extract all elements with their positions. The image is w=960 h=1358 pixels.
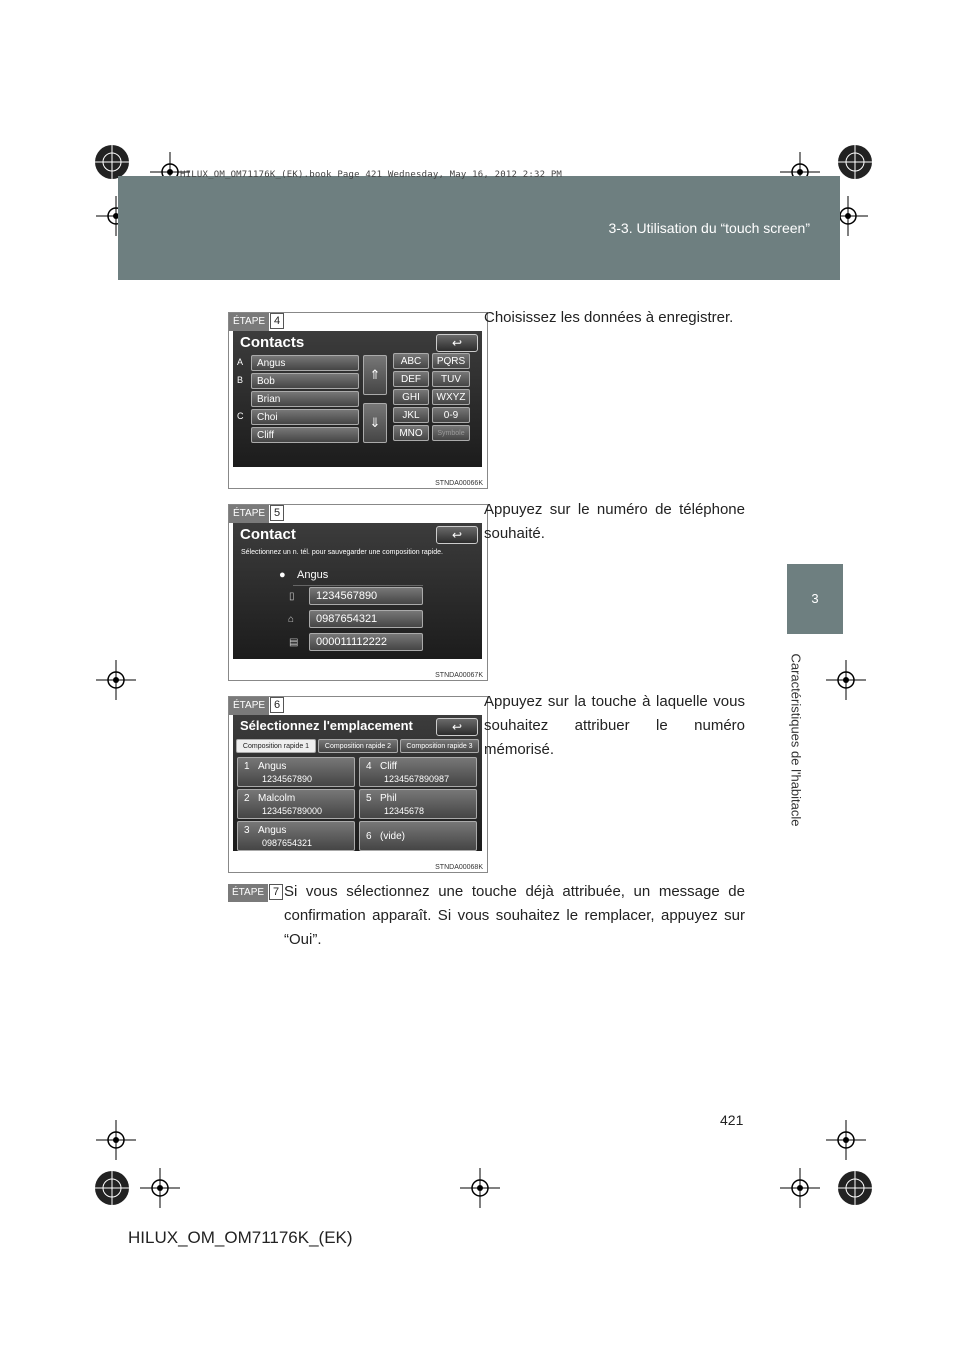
- slot-name: (vide): [380, 831, 406, 842]
- step-label: ÉTAPE: [229, 313, 269, 331]
- chapter-tab-number: 3: [787, 564, 843, 634]
- screen-subtitle: Sélectionnez un n. tél. pour sauvegarder une composition rapide.: [241, 549, 443, 556]
- key-wxyz[interactable]: WXYZ: [432, 389, 470, 405]
- slot-number: 1234567890: [262, 774, 313, 784]
- key-pqrs[interactable]: PQRS: [432, 353, 470, 369]
- key-jkl[interactable]: JKL: [393, 407, 429, 423]
- step4-instruction: Choisissez les données à enregistrer.: [484, 309, 734, 326]
- step-label: ÉTAPE: [229, 505, 269, 523]
- home-phone-icon: ⌂: [288, 614, 295, 625]
- screen-title: Sélectionnez l'emplacement: [240, 718, 413, 733]
- key-tuv[interactable]: TUV: [432, 371, 470, 387]
- crosshair-mark: [96, 1120, 136, 1160]
- slot-number: 1234567890987: [384, 774, 450, 784]
- contacts-screen: [233, 331, 482, 467]
- mobile-phone-icon: ▯: [289, 591, 295, 602]
- contact-item[interactable]: Brian: [251, 391, 359, 407]
- speed-dial-slot[interactable]: [237, 821, 355, 851]
- slot-name: Phil: [380, 793, 397, 804]
- section-title: 3-3. Utilisation du “touch screen”: [608, 220, 810, 236]
- step4-screenshot: [228, 312, 488, 489]
- slot-index: 5: [366, 793, 372, 804]
- step6-screenshot: [228, 696, 488, 873]
- step5-badge: [229, 505, 284, 523]
- tab-speed-dial-3[interactable]: Composition rapide 3: [400, 739, 479, 753]
- key-ghi[interactable]: GHI: [393, 389, 429, 405]
- step4-badge: [229, 313, 284, 331]
- registration-mark: [835, 1168, 875, 1208]
- contact-screen: [233, 523, 482, 659]
- crosshair-mark: [780, 1168, 820, 1208]
- step-number: 4: [270, 313, 284, 329]
- back-button[interactable]: ↩: [436, 718, 478, 736]
- slot-number: 123456789000: [262, 806, 323, 816]
- key-abc[interactable]: ABC: [393, 353, 429, 369]
- speed-dial-slot[interactable]: [359, 757, 477, 787]
- key-def[interactable]: DEF: [393, 371, 429, 387]
- divider: [293, 585, 423, 586]
- speed-dial-slot[interactable]: [359, 789, 477, 819]
- slot-number: 0987654321: [262, 838, 313, 848]
- index-letter: A: [237, 357, 244, 367]
- index-letter: B: [237, 375, 244, 385]
- contact-item[interactable]: Choi: [251, 409, 359, 425]
- speed-dial-slot[interactable]: [237, 757, 355, 787]
- slot-name: Cliff: [380, 761, 398, 772]
- speed-dial-slot-empty[interactable]: [359, 821, 477, 851]
- chapter-tab-label: [758, 640, 833, 840]
- slot-name: Angus: [258, 825, 287, 836]
- contact-item[interactable]: Angus: [251, 355, 359, 371]
- step-number: 7: [269, 884, 283, 900]
- crosshair-mark: [826, 1120, 866, 1160]
- slot-number: 12345678: [384, 806, 425, 816]
- key-0-9[interactable]: 0-9: [432, 407, 470, 423]
- tab-speed-dial-1[interactable]: Composition rapide 1: [236, 739, 316, 753]
- figure-code: STNDA00068K: [435, 864, 483, 871]
- registration-mark: [92, 1168, 132, 1208]
- step-number: 6: [270, 697, 284, 713]
- slot-index: 3: [244, 825, 250, 836]
- step6-instruction: Appuyez sur la touche à laquelle vous souhaitez attribuer le numéro mémorisé.: [484, 693, 745, 758]
- figure-code: STNDA00067K: [435, 672, 483, 679]
- figure-code: STNDA00066K: [435, 480, 483, 487]
- phone-number-button[interactable]: 1234567890: [309, 587, 423, 605]
- step5-screenshot: [228, 504, 488, 681]
- document-code: HILUX_OM_OM71176K_(EK): [128, 1228, 353, 1247]
- slot-index: 2: [244, 793, 250, 804]
- page-number: 421: [720, 1112, 744, 1128]
- work-phone-icon: ▤: [289, 637, 299, 648]
- slot-name: Malcolm: [258, 793, 296, 804]
- registration-mark: [835, 142, 875, 182]
- slot-index: 1: [244, 761, 250, 772]
- step-label: ÉTAPE: [229, 697, 269, 715]
- person-icon: ●: [279, 569, 286, 581]
- key-mno[interactable]: MNO: [393, 425, 429, 441]
- scroll-up-icon[interactable]: ⇑: [363, 355, 387, 395]
- slot-index: 6: [366, 831, 372, 842]
- contact-name: Angus: [297, 569, 329, 581]
- tab-speed-dial-2[interactable]: Composition rapide 2: [318, 739, 398, 753]
- phone-number-button[interactable]: 0987654321: [309, 610, 423, 628]
- step7-instruction: Si vous sélectionnez une touche déjà attribuée, un message de confirmation apparaît. Si vous souhaitez le remplacer, appuyez sur “Oui”.: [284, 883, 745, 948]
- back-button[interactable]: ↩: [436, 526, 478, 544]
- step-number: 5: [270, 505, 284, 521]
- contact-item[interactable]: Bob: [251, 373, 359, 389]
- slot-name: Angus: [258, 761, 287, 772]
- contact-item[interactable]: Cliff: [251, 427, 359, 443]
- back-button[interactable]: ↩: [436, 334, 478, 352]
- screen-title: Contacts: [240, 334, 305, 351]
- slot-index: 4: [366, 761, 372, 772]
- crosshair-mark: [140, 1168, 180, 1208]
- step6-badge: [229, 697, 284, 715]
- step7-badge: [228, 884, 283, 902]
- key-symbole[interactable]: Symbole: [432, 425, 470, 441]
- index-letter: C: [237, 411, 244, 421]
- crosshair-mark: [96, 660, 136, 700]
- step5-instruction: Appuyez sur le numéro de téléphone souhaité.: [484, 501, 745, 542]
- speed-dial-slot[interactable]: [237, 789, 355, 819]
- screen-title: Contact: [240, 526, 296, 543]
- crosshair-mark: [460, 1168, 500, 1208]
- book-info-line: HILUX_OM_OM71176K_(EK).book Page 421 Wednesday, May 16, 2012 2:32 PM: [180, 170, 563, 180]
- step-label: ÉTAPE: [228, 884, 268, 902]
- scroll-down-icon[interactable]: ⇓: [363, 403, 387, 443]
- chapter-tab-label-text: Caractéristiques de l'habitacle: [788, 653, 803, 827]
- phone-number-button[interactable]: 000011112222: [309, 633, 423, 651]
- location-screen: [233, 715, 482, 851]
